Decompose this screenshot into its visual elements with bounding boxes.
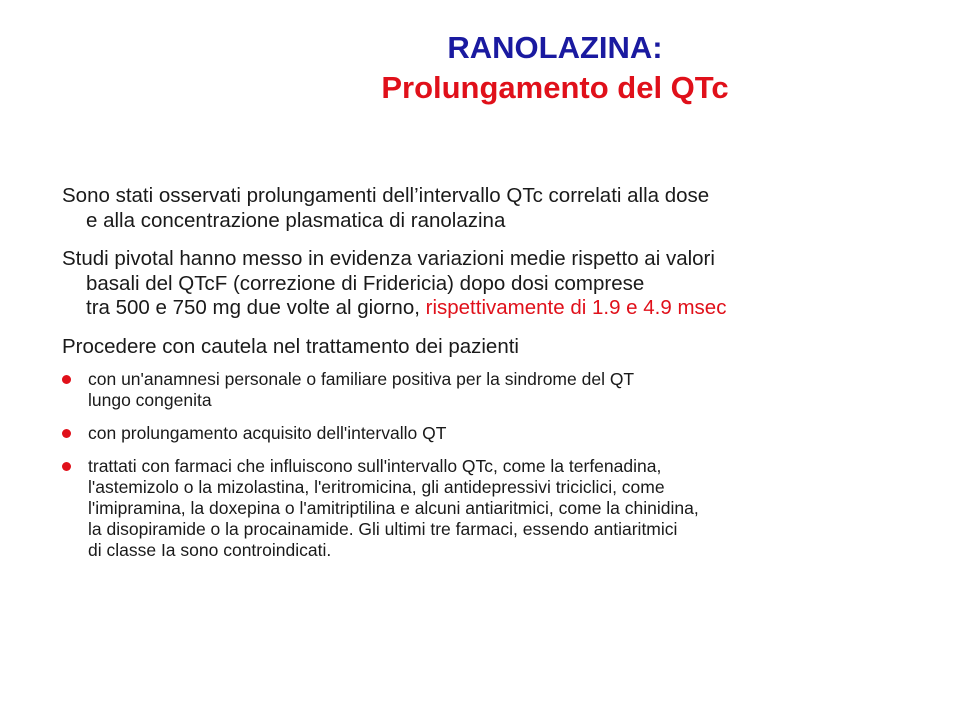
bullet-line: di classe Ia sono controindicati. [88,540,332,560]
bullet-line: con prolungamento acquisito dell'intervallo QT [88,423,447,443]
title-main: RANOLAZINA: [447,30,663,65]
highlight-text: rispettivamente di 1.9 e 4.9 msec [425,296,727,319]
list-item [62,423,932,444]
paragraph-dose-correlation [62,184,932,233]
slide-title [0,28,960,108]
bullet-line: la disopiramide o la procainamide. Gli ultimi tre farmaci, essendo antiaritmici [88,519,678,539]
paragraph-line: Sono stati osservati prolungamenti dell’intervallo QTc correlati alla dose [62,184,710,207]
bullet-list [62,369,932,561]
bullet-dot-icon [62,375,71,384]
paragraph-line-with-highlight [62,296,932,321]
paragraph-line: e alla concentrazione plasmatica di ranolazina [86,208,506,232]
paragraph-caution [62,335,932,360]
bullet-line: l'imipramina, la doxepina o l'amitriptilina e alcuni antiaritmici, come la chinidina, [88,498,699,518]
bullet-line: trattati con farmaci che influiscono sull'intervallo QTc, come la terfenadina, [88,456,662,476]
paragraph-line: Studi pivotal hanno messo in evidenza variazioni medie rispetto ai valori [62,247,715,270]
title-subtitle: Prolungamento del QTc [381,70,729,105]
list-item [62,456,932,561]
bullet-dot-icon [62,429,71,438]
paragraph-line: tra 500 e 750 mg due volte al giorno, [86,296,420,319]
bullet-line: con un'anamnesi personale o familiare positiva per la sindrome del QT [88,369,635,389]
bullet-line: l'astemizolo o la mizolastina, l'eritromicina, gli antidepressivi triciclici, come [88,477,665,497]
bullet-line: lungo congenita [88,390,212,410]
paragraph-line: Procedere con cautela nel trattamento dei pazienti [62,334,519,358]
paragraph-pivotal-studies [62,247,932,321]
list-item [62,369,932,411]
bullet-dot-icon [62,462,71,471]
slide-body [62,184,932,573]
paragraph-line: basali del QTcF (correzione di Fridericia) dopo dosi comprese [86,271,645,295]
